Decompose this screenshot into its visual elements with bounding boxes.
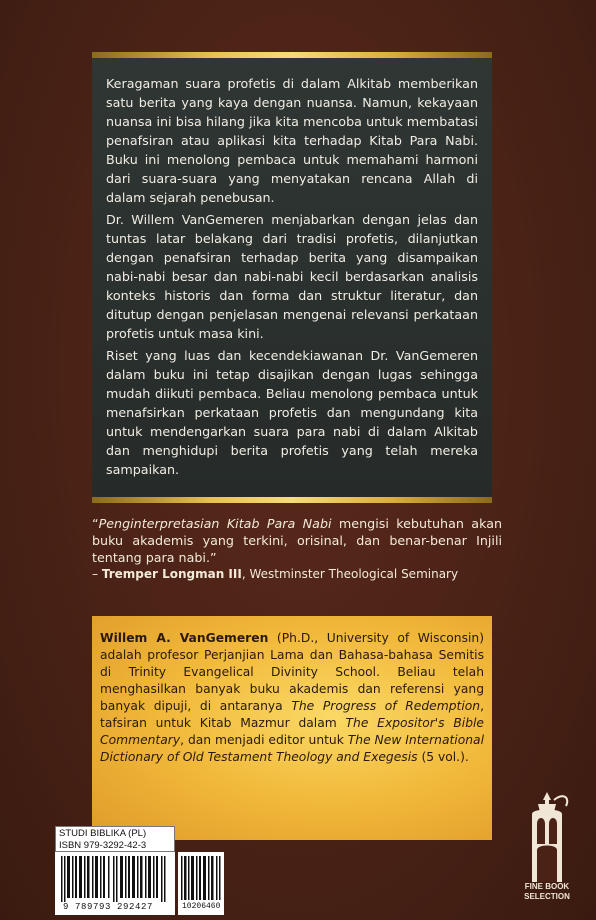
price-barcode	[178, 852, 224, 915]
bio-text-4: (5 vol.).	[417, 750, 469, 764]
author-bio	[100, 630, 484, 766]
isbn-barcode	[55, 852, 175, 915]
price-barcode-bars-icon	[181, 856, 221, 900]
quote-affiliation: , Westminster Theological Seminary	[241, 567, 459, 581]
publisher-line-1: FINE BOOK	[524, 882, 570, 891]
quote-text: mengisi kebutuhan akan buku akademis yang terkini, orisinal, dan benar-benar Injili tentang para nabi.”	[92, 516, 503, 565]
quote-open-mark: “	[92, 516, 99, 531]
bio-book-3: The New International Dictionary of Old Testament Theology and Exegesis	[100, 733, 484, 764]
author-bio-box	[92, 616, 492, 840]
price-code: 10206460	[182, 902, 221, 911]
quote-author: Tremper Longman III	[101, 567, 242, 581]
barcode-digits: 9 789793 292427	[63, 902, 154, 912]
category-label: STUDI BIBLIKA (PL)	[59, 828, 147, 839]
bio-book-2: The Expositor's Bible Commentary	[100, 716, 484, 747]
publisher-name	[515, 882, 579, 902]
bio-book-1: The Progress of Redemption	[291, 699, 481, 713]
publisher-line-2: SELECTION	[524, 892, 570, 901]
tower-arch-icon	[520, 788, 574, 882]
category-sticker	[55, 826, 175, 852]
description-panel	[92, 58, 492, 497]
quote-dash: –	[92, 567, 102, 581]
author-name: Willem A. VanGemeren	[100, 631, 269, 645]
description-paragraph-3: Riset yang luas dan kecendekiawanan Dr. VanGemeren dalam buku ini tetap disajikan dengan lugas sehingga mudah diikuti pembaca. Beliau menolong pembaca untuk menafsirkan perkataan profetis dan mengundang kita untuk mendengarkan suara para nabi di dalam Alkitab dan menghidupi berita profetis yang telah mereka sampaikan.	[106, 348, 478, 477]
isbn-label: ISBN 979-3292-42-3	[59, 840, 147, 851]
endorsement-quote	[92, 515, 502, 583]
bio-text-3: , dan menjadi editor untuk	[180, 733, 348, 747]
bio-text-1: (Ph.D., University of Wisconsin) adalah profesor Perjanjian Lama dan Bahasa-bahasa Semitis di Trinity Evangelical Divinity School. Beliau telah menghasilkan banyak buku akademis dan referensi yang banyak dipuji, di antaranya	[100, 631, 484, 713]
description-paragraph-1: Keragaman suara profetis di dalam Alkitab memberikan satu berita yang kaya dengan nuansa. Namun, kekayaan nuansa ini bisa hilang jika kita mencoba untuk membatasi penafsiran atau aplikasi kita terhadap Kitab Para Nabi. Buku ini menolong pembaca untuk memahami harmoni dari suara-suara yang menyatakan rencana Allah di dalam sejarah penebusan.	[106, 76, 478, 205]
gold-divider-middle	[92, 497, 492, 503]
quote-book-title: Penginterpretasian Kitab Para Nabi	[98, 516, 332, 531]
description-paragraph-2: Dr. Willem VanGemeren menjabarkan dengan jelas dan tuntas latar belakang dari tradisi profetis, dilanjutkan dengan penafsiran terhadap berita yang disampaikan nabi-nabi besar dan nabi-nabi kecil berdasarkan analisis konteks historis dan forma dan struktur literatur, dan ditutup dengan penjelasan mengenai relevansi perkataan profetis untuk masa kini.	[106, 212, 478, 341]
bio-text-2: , tafsiran untuk Kitab Mazmur dalam	[100, 699, 484, 730]
barcode-bars-icon	[61, 856, 169, 902]
quote-attribution	[92, 566, 502, 583]
